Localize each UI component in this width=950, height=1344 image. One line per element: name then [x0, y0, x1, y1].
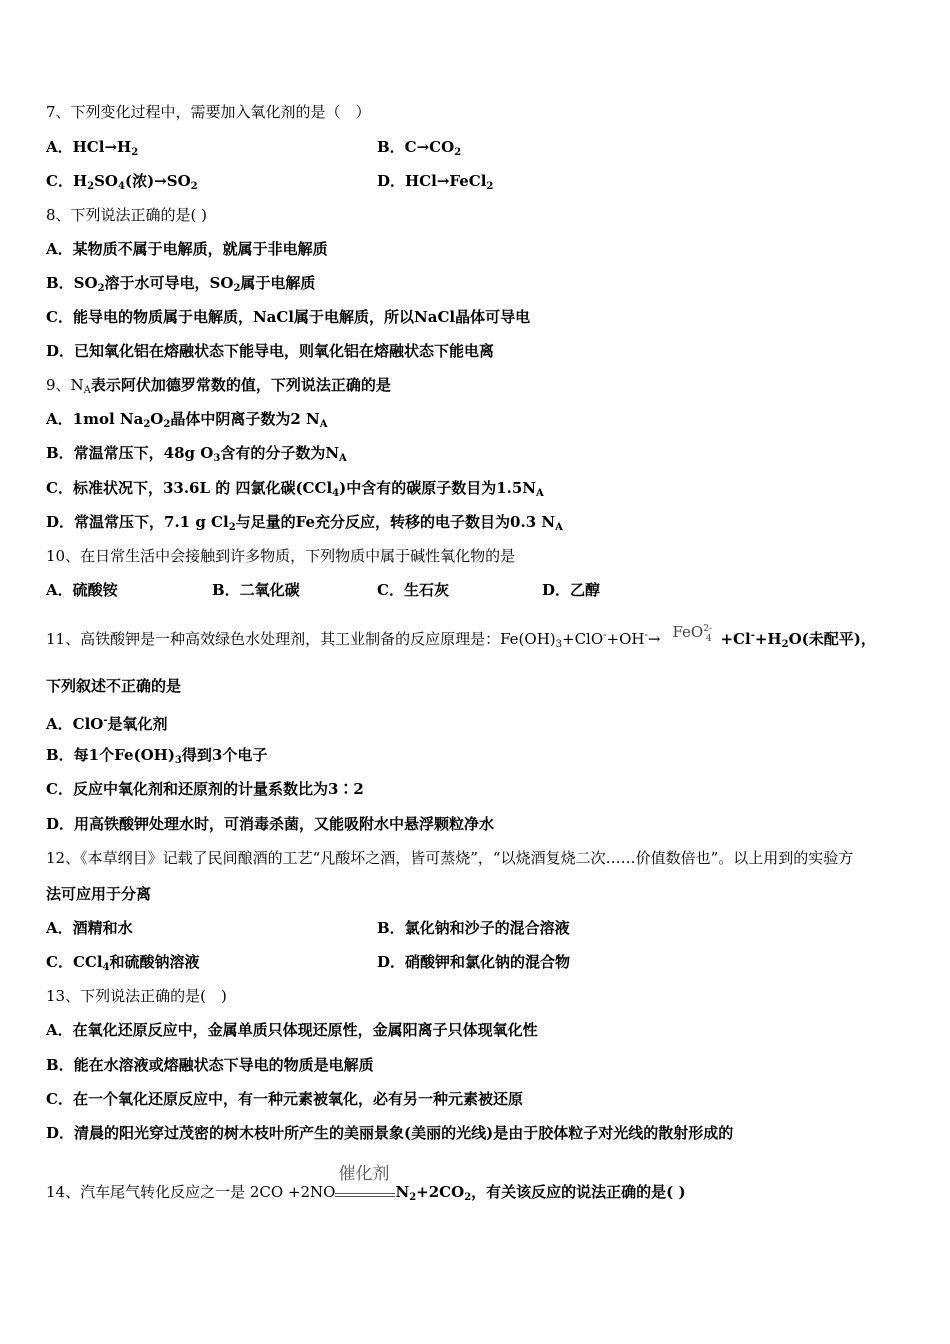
q8-option-b: B．$SO_2$溶于水可导电，$SO_2$属于电解质 [46, 274, 316, 294]
q8-option-a: A．某物质不属于电解质，就属于非电解质 [46, 240, 328, 258]
q8-stem: 8、下列说法正确的是( ) [46, 206, 208, 224]
q9-option-a: A．1mol $Na_2O_2$晶体中阴离子数为2 $N_A$ [46, 410, 328, 430]
q12-option-b: B．氯化钠和沙子的混合溶液 [377, 919, 570, 937]
q12-option-d: D．硝酸钾和氯化钠的混合物 [377, 953, 571, 971]
ferrate-ion-formula: FeO$^{2-}_4$ [672, 623, 713, 644]
q13-option-b: B．能在水溶液或熔融状态下导电的物质是电解质 [46, 1056, 374, 1074]
q11-stem: 11、高铁酸钾是一种高效绿色水处理剂，其工业制备的反应原理是：$Fe(OH)_3+ClO^-+OH^-\to$ FeO$^{2-}_4$ $+Cl^-+H_2O$(未配平)， [46, 626, 876, 655]
q11-option-a: A．ClO-是氧化剂 [46, 715, 168, 733]
q12-stem-line2: 法可应用于分离 [46, 885, 152, 903]
q8-option-d: D．已知氧化铝在熔融状态下能导电，则氧化铝在熔融状态下能电离 [46, 342, 495, 360]
q11-option-d: D．用高铁酸钾处理水时，可消毒杀菌，又能吸附水中悬浮颗粒净水 [46, 815, 495, 833]
q9-option-c: C．标准状况下，33.6L 的 四氯化碳(CCl$_4$)中含有的碳原子数目为$1.5N_A$ [46, 479, 544, 499]
q7-stem: 7、下列变化过程中，需要加入氧化剂的是（ ） [46, 103, 371, 121]
q10-option-a: A．硫酸铵 [46, 581, 118, 599]
q12-stem: 12、《本草纲目》记载了民间酿酒的工艺“凡酸坏之酒，皆可蒸烧”，“以烧酒复烧二次……价值数倍也”。以上用到的实验方 [46, 849, 854, 867]
q11-stem-line2: 下列叙述不正确的是 [46, 677, 182, 695]
q12-option-c: C．CCl$_4$和硫酸钠溶液 [46, 953, 200, 973]
q13-option-c: C．在一个氧化还原反应中，有一种元素被氧化，必有另一种元素被还原 [46, 1090, 523, 1108]
q9-stem: 9、$N_A$表示阿伏加德罗常数的值，下列说法正确的是 [46, 376, 391, 396]
q10-option-c: C．生石灰 [377, 581, 449, 599]
catalyst-arrow: 催化剂 [335, 1188, 395, 1208]
q13-option-d: D．清晨的阳光穿过茂密的树木枝叶所产生的美丽景象(美丽的光线)是由于胶体粒子对光线的散射形成的 [46, 1124, 734, 1142]
q7-option-a: A．$HCl\to H_2$ [46, 138, 139, 158]
q11-option-c: C．反应中氧化剂和还原剂的计量系数比为3∶2 [46, 780, 364, 798]
q7-option-c: C．$H_2SO_4$(浓)$\to SO_2$ [46, 172, 198, 192]
q13-option-a: A．在氧化还原反应中，金属单质只体现还原性，金属阳离子只体现氧化性 [46, 1021, 538, 1039]
q13-stem: 13、下列说法正确的是( ) [46, 987, 227, 1005]
q10-option-d: D．乙醇 [542, 581, 601, 599]
q12-option-a: A．酒精和水 [46, 919, 133, 937]
q7-option-d: D．HCl→FeCl$_2$ [377, 172, 494, 192]
q7-option-b: B．$C\to CO_2$ [377, 138, 462, 158]
q11-option-b: B．每1个$Fe(OH)_3$得到3个电子 [46, 746, 268, 766]
q10-option-b: B．二氧化碳 [212, 581, 300, 599]
q14-stem: 14、汽车尾气转化反应之一是 2CO +2NO 催化剂 $N_2+2CO_2$，有关该反应的说法正确的是( ) [46, 1182, 686, 1208]
q9-option-d: D．常温常压下，7.1 g $Cl_2$与足量的Fe充分反应，转移的电子数目为0.3 $N_A$ [46, 513, 563, 533]
q10-stem: 10、在日常生活中会接触到许多物质，下列物质中属于碱性氧化物的是 [46, 547, 516, 565]
q8-option-c: C．能导电的物质属于电解质，NaCl属于电解质，所以NaCl晶体可导电 [46, 308, 531, 326]
q9-option-b: B．常温常压下，48g $O_3$含有的分子数为$N_A$ [46, 444, 347, 464]
